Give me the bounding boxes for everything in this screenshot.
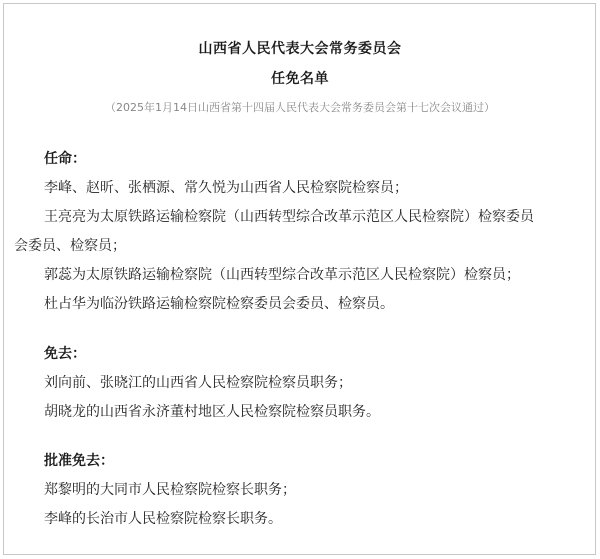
section-heading-appoint: 任命： — [44, 151, 86, 167]
removal-line: 胡晓龙的山西省永济董村地区人民检察院检察员职务。 — [44, 404, 380, 420]
section-heading-approve-removal: 批准免去： — [44, 453, 114, 469]
approved-removal-line: 李峰的长治市人民检察院检察长职务。 — [44, 511, 282, 527]
document-subtitle: 任免名单 — [271, 71, 329, 87]
appointment-line: 杜占华为临汾铁路运输检察院检察委员会委员、检察员。 — [44, 296, 394, 312]
appointment-line: 郭蕊为太原铁路运输检察院（山西转型综合改革示范区人民检察院）检察员； — [44, 267, 520, 283]
approved-removal-line: 郑黎明的大同市人民检察院检察长职务； — [44, 482, 296, 498]
section-heading-remove: 免去： — [44, 346, 86, 362]
adoption-note: （2025年1月14日山西省第十四届人民代表大会常务委员会第十七次会议通过） — [105, 101, 495, 114]
appointment-line: 李峰、赵昕、张栖源、常久悦为山西省人民检察院检察员； — [44, 180, 408, 196]
removal-line: 刘向前、张晓江的山西省人民检察院检察员职务； — [44, 375, 352, 391]
appointment-line: 王亮亮为太原铁路运输检察院（山西转型综合改革示范区人民检察院）检察委员 — [44, 209, 534, 225]
document-title: 山西省人民代表大会常务委员会 — [198, 41, 402, 57]
appointment-line-continued: 会委员、检察员； — [14, 238, 126, 254]
